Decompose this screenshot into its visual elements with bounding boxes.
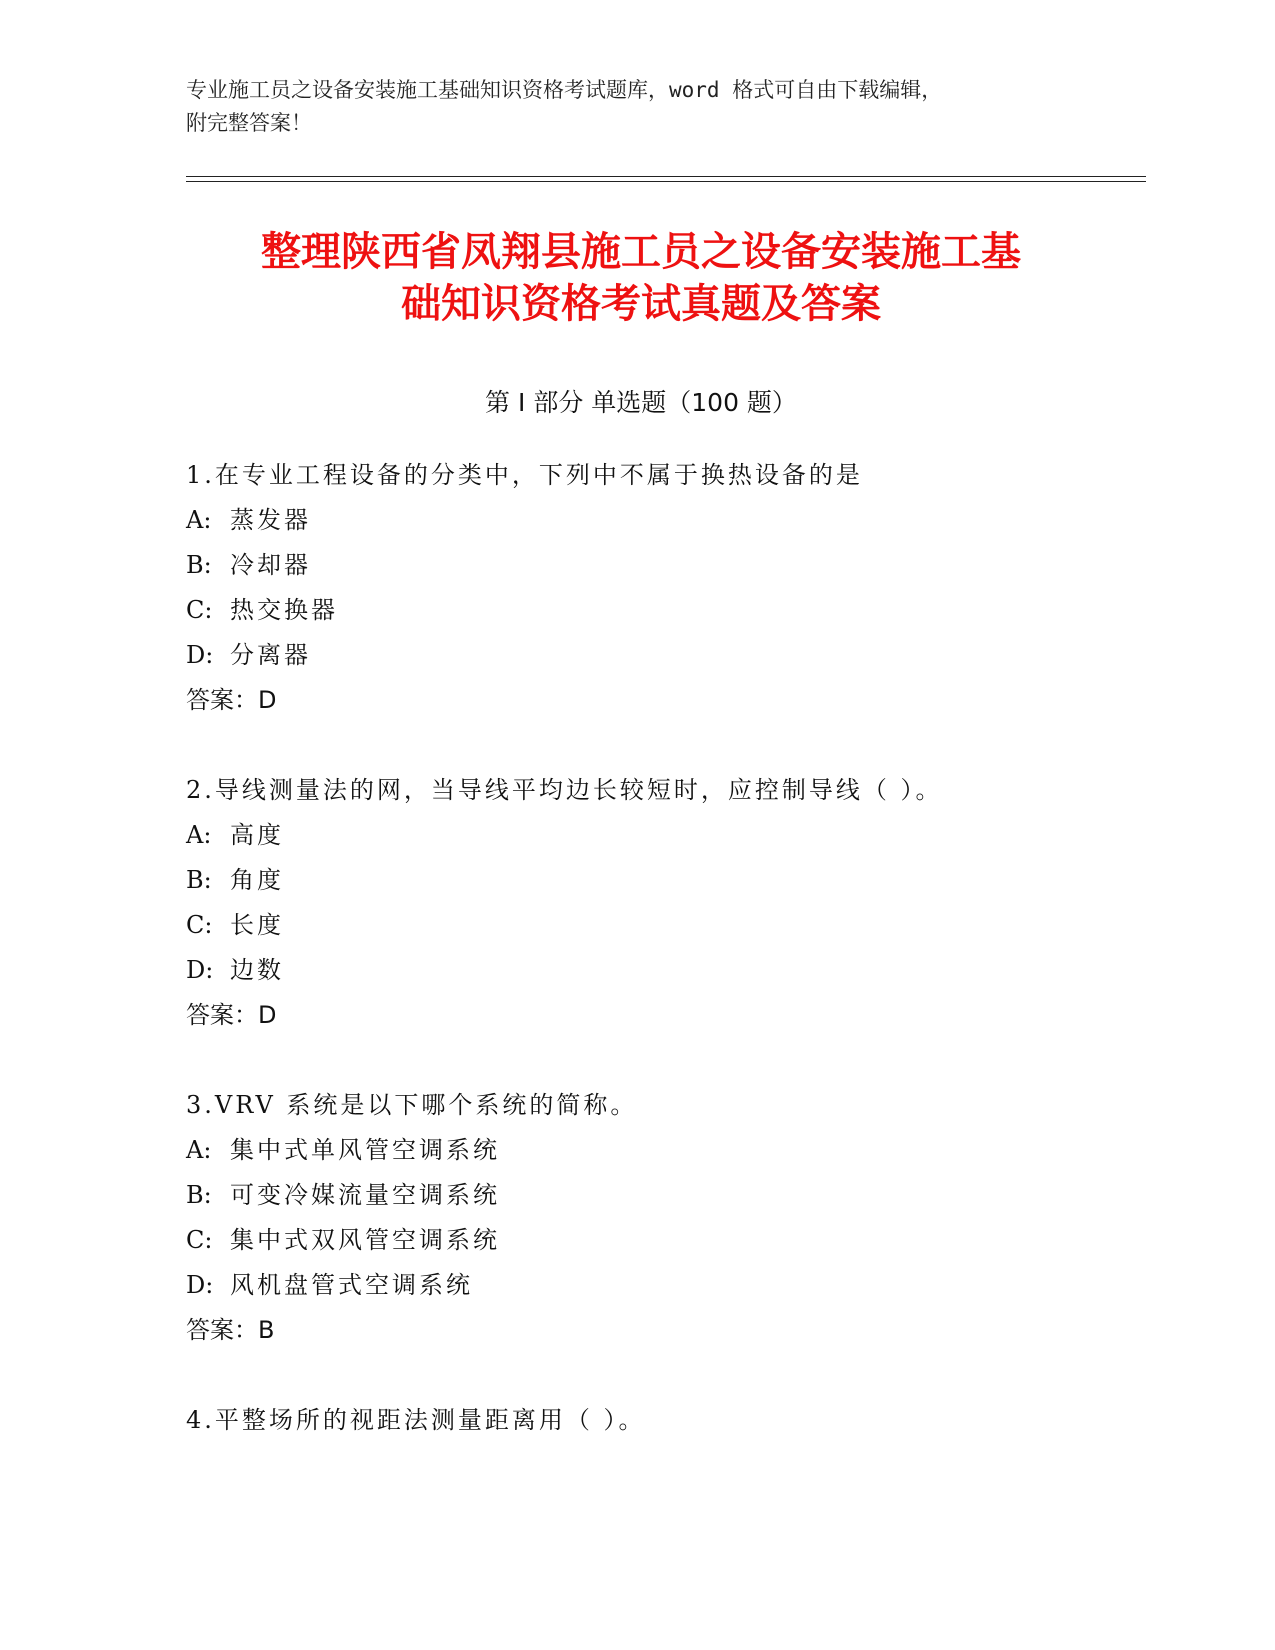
section-title: 第 I 部分 单选题（100 题） <box>485 388 797 417</box>
option-text: 热交换器 <box>230 596 338 624</box>
option-a <box>186 818 1146 863</box>
question-stem: 4.平整场所的视距法测量距离用（ ）。 <box>186 1406 646 1434</box>
option-text: 边数 <box>230 956 284 984</box>
option-b <box>186 1178 1146 1223</box>
header-divider-bottom <box>186 181 1146 182</box>
option-text: 集中式双风管空调系统 <box>230 1226 500 1254</box>
question-4 <box>186 1403 1146 1448</box>
question-1 <box>186 458 1146 728</box>
question-answer: 答案：D <box>186 686 277 714</box>
header-note-line-1: 专业施工员之设备安装施工基础知识资格考试题库，word 格式可自由下载编辑， <box>186 78 943 102</box>
option-text: 分离器 <box>230 641 311 669</box>
question-answer: 答案：D <box>186 1001 277 1029</box>
question-answer: 答案：B <box>186 1316 275 1344</box>
document-title <box>186 226 1096 330</box>
question-stem: 1.在专业工程设备的分类中，下列中不属于换热设备的是 <box>186 461 863 489</box>
header-note-line-2: 附完整答案！ <box>186 111 312 135</box>
question-stem: 2.导线测量法的网，当导线平均边长较短时，应控制导线（ ）。 <box>186 776 943 804</box>
option-text: 高度 <box>230 821 284 849</box>
header-note <box>186 74 1086 140</box>
option-c <box>186 593 1146 638</box>
option-key: A: <box>186 506 212 534</box>
option-text: 长度 <box>230 911 284 939</box>
option-c <box>186 908 1146 953</box>
question-2 <box>186 773 1146 1043</box>
option-a <box>186 503 1146 548</box>
option-key: D: <box>186 1271 214 1299</box>
question-3 <box>186 1088 1146 1358</box>
option-b <box>186 863 1146 908</box>
option-text: 可变冷媒流量空调系统 <box>230 1181 500 1209</box>
option-key: C: <box>186 911 213 939</box>
option-d <box>186 953 1146 998</box>
option-b <box>186 548 1146 593</box>
option-key: D: <box>186 641 214 669</box>
option-text: 风机盘管式空调系统 <box>230 1271 473 1299</box>
document-title-line-2: 础知识资格考试真题及答案 <box>401 281 881 327</box>
option-key: A: <box>186 1136 212 1164</box>
option-text: 冷却器 <box>230 551 311 579</box>
option-key: D: <box>186 956 214 984</box>
document-title-line-1: 整理陕西省凤翔县施工员之设备安装施工基 <box>261 229 1021 275</box>
option-key: B: <box>186 866 212 894</box>
option-c <box>186 1223 1146 1268</box>
header-divider-top <box>186 176 1146 177</box>
option-text: 集中式单风管空调系统 <box>230 1136 500 1164</box>
option-key: A: <box>186 821 212 849</box>
option-text: 角度 <box>230 866 284 894</box>
option-d <box>186 638 1146 683</box>
option-d <box>186 1268 1146 1313</box>
question-stem: 3.VRV 系统是以下哪个系统的简称。 <box>186 1091 638 1119</box>
option-a <box>186 1133 1146 1178</box>
option-key: C: <box>186 596 213 624</box>
option-key: C: <box>186 1226 213 1254</box>
option-text: 蒸发器 <box>230 506 311 534</box>
option-key: B: <box>186 551 212 579</box>
option-key: B: <box>186 1181 212 1209</box>
